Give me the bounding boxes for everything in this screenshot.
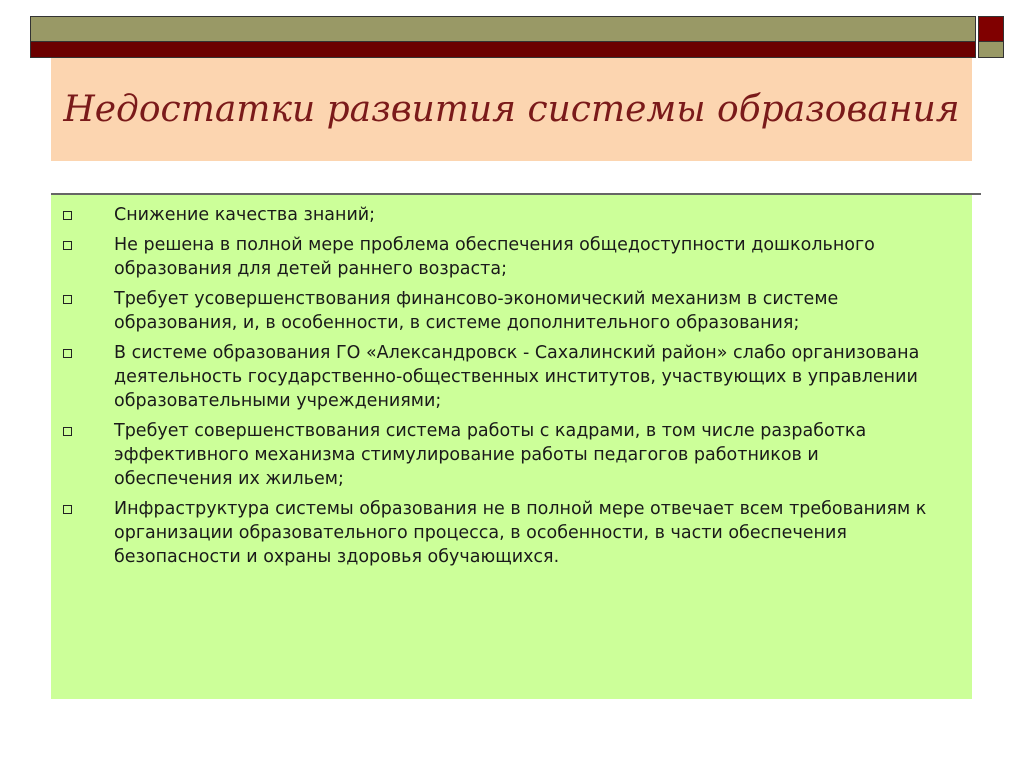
top-bar-olive (30, 16, 976, 42)
hollow-square-icon (63, 241, 72, 250)
list-item-text: Снижение качества знаний; (114, 205, 376, 225)
list-item-text: Инфраструктура системы образования не в полной мере отвечает всем требованиям к организации образовательного процесса, в особенности, в части обеспечения безопасности и охраны здоровья обучающихся. (114, 499, 927, 567)
corner-square-olive (978, 41, 1004, 58)
hollow-square-icon (63, 505, 72, 514)
corner-square-maroon (978, 16, 1004, 42)
list-item (63, 341, 932, 413)
list-item (63, 287, 932, 335)
content-box (51, 195, 972, 699)
list-item-text: Требует совершенствования система работы с кадрами, в том числе разработка эффективного механизма стимулирование работы педагогов работников и обеспечения их жильем; (114, 421, 867, 489)
list-item (63, 233, 932, 281)
title-box (51, 58, 972, 161)
slide-title: Недостатки развития системы образования (63, 89, 960, 130)
list-item-text: В системе образования ГО «Александровск - Сахалинский район» слабо организована деятельность государственно-общественных институтов, участвующих в управлении образовательными учреждениями; (114, 343, 920, 411)
list-item-text: Требует усовершенствования финансово-экономический механизм в системе образования, и, в особенности, в системе дополнительного образования; (114, 289, 839, 333)
hollow-square-icon (63, 427, 72, 436)
bullet-list (63, 203, 932, 569)
list-item (63, 497, 932, 569)
list-item-text: Не решена в полной мере проблема обеспечения общедоступности дошкольного образования для детей раннего возраста; (114, 235, 875, 279)
list-item (63, 203, 932, 227)
hollow-square-icon (63, 211, 72, 220)
top-bar-maroon (30, 41, 976, 58)
list-item (63, 419, 932, 491)
hollow-square-icon (63, 295, 72, 304)
hollow-square-icon (63, 349, 72, 358)
